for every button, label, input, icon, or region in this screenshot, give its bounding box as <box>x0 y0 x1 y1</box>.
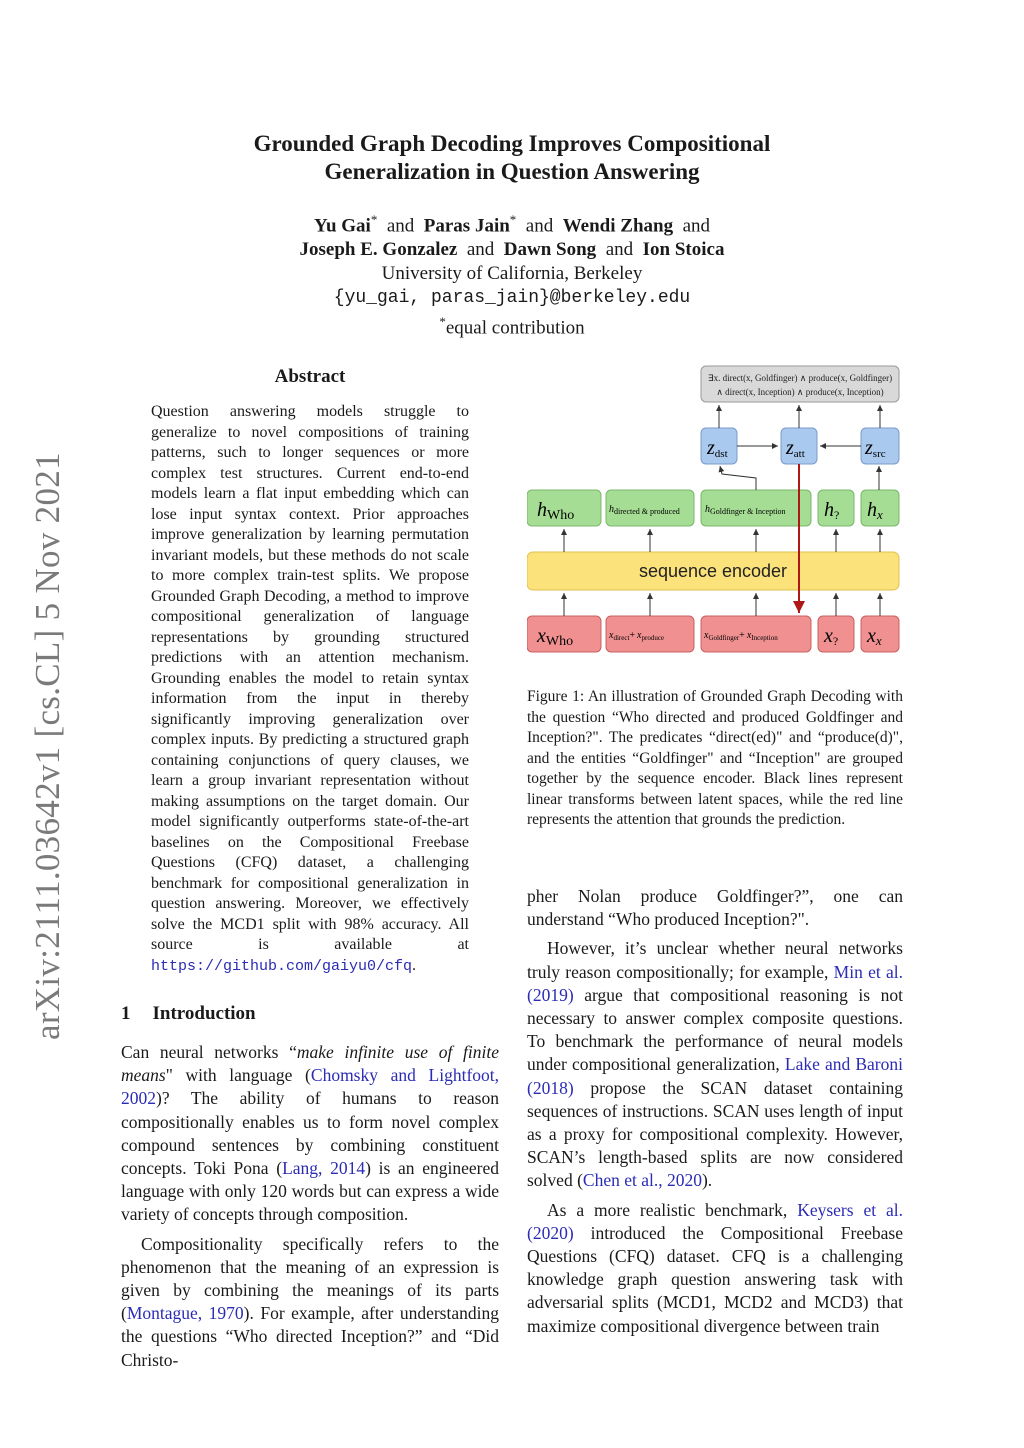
citation-link[interactable]: Lake and Baroni (2018) <box>527 1054 903 1098</box>
affiliation: University of California, Berkeley <box>381 263 643 285</box>
abstract-end: . <box>412 956 417 974</box>
title-block <box>0 130 1024 341</box>
section-number: 1 <box>121 1003 131 1024</box>
right-column <box>527 362 903 831</box>
abstract-text: Question answering models struggle to generalize to novel compositions of training patterns, such to longer sequences or more complex test structures. Current end-to-end models learn a flat input embedding which can lose input syntax context. Prior approaches improve generalization by learning permutation invariant models, but these methods do not scale to more complex train-test splits. We propose Grounded Graph Decoding, a method to improve compositional generalization of language representations by grounding structured predictions with an attention mechanism. Grounding enables the model to retain syntax information from the input in thereby significantly improving generalization over complex inputs. By predicting a structured graph containing conjunctions of query clauses, we learn a group invariant representation without making assumptions on the target domain. Our model significantly outperforms state-of-the-art baselines on the Compositional Freebase Questions (CFQ) dataset, a challenging benchmark for compositional generalization in question answering. Moreover, we effectively solve the MCD1 split with 98% accuracy. All source is available at <box>151 403 469 953</box>
author-line-1 <box>0 208 1024 238</box>
and-word: and <box>605 239 634 261</box>
text-run: " with language ( <box>165 1065 311 1086</box>
logical-form-line-1: ∃x. direct(x, Goldfinger) ∧ produce(x, Goldfinger) <box>707 373 893 383</box>
h-directed-produced-label: $h_{directed \& produced}$ <box>609 504 680 516</box>
z-src-label: zsrc <box>865 437 886 460</box>
section-heading <box>121 1003 499 1025</box>
citation-link[interactable]: Montague, 1970 <box>126 1303 244 1324</box>
h-goldfinger-inception-label: $h_{Goldfinger \& Inception}$ <box>705 504 786 516</box>
x-direct-produce-label: $x_{direct}+ x_{produce}$ <box>609 630 665 642</box>
figure-caption: Figure 1: An illustration of Grounded Graph Decoding with the question “Who directed and produced Goldfinger and Inception?". The predicates “direct(ed)" and “produce(d)", and the entities “Goldfinger" and “Inception" are grouped together by the sequence encoder. Black lines represent linear transforms between latent spaces, while the red line represents the attention that grounds the prediction. <box>527 688 903 828</box>
intro-paragraph-1 <box>121 1041 499 1227</box>
z-dst-label: zdst <box>707 437 728 460</box>
text-run: However, it’s unclear whether neural networks truly reason compositionally; for example, <box>527 938 903 982</box>
text-run: introduced the Compositional Freebase Questions (CFQ) dataset. CFQ is a challenging knowledge graph question answering task with adversarial splits (MCD1, MCD2 and MCD3) that maximize compositional divergence between train <box>527 1222 903 1336</box>
citation-link[interactable]: Chomsky and Lightfoot, 2002 <box>121 1065 500 1109</box>
source-code-link[interactable]: https://github.com/gaiyu0/cfq <box>151 957 413 975</box>
abstract-heading: Abstract <box>274 366 346 387</box>
equal-contribution-mark: * <box>439 314 446 330</box>
author-line-2 <box>0 238 1024 262</box>
and-word: and <box>682 215 711 237</box>
and-word: and <box>466 239 495 261</box>
equal-contribution-mark: * <box>370 212 378 227</box>
author-email: {yu_gai, paras_jain}@berkeley.edu <box>333 288 691 309</box>
intro-paragraph-2 <box>121 1233 499 1372</box>
section-title: Introduction <box>152 1003 256 1024</box>
text-run: propose the SCAN dataset containing sequences of instructions. SCAN uses length of input as a proxy for compositional complexity. However, SCAN’s length-based splits are now considered solved ( <box>527 1077 903 1191</box>
x-question-label: x? <box>824 625 839 648</box>
intro-paragraph-4 <box>527 1199 903 1338</box>
equal-contribution-note <box>0 310 1024 340</box>
paper-title <box>0 130 1024 186</box>
abstract-body <box>121 402 499 977</box>
x-x-label: xx <box>867 625 882 648</box>
h-x-label: hx <box>867 499 883 522</box>
quote-italic: make infinite use of finite means <box>121 1042 499 1086</box>
h-who-label: hWho <box>537 499 575 523</box>
author-name: Ion Stoica <box>642 239 725 261</box>
z-att-label: zatt <box>786 437 805 460</box>
author-name: Dawn Song <box>503 239 597 261</box>
title-line-1: Grounded Graph Decoding Improves Compositional <box>253 131 771 156</box>
text-run: )? The ability of humans to reason compositionally enables us to form novel complex compound sentences by combining constituent concepts. Toki Pona ( <box>121 1088 499 1179</box>
text-run: ). For example, after understanding the questions “Who directed Inception?” and “Did Christo- <box>121 1303 499 1370</box>
equal-contribution-text: equal contribution <box>445 317 585 339</box>
citation-link[interactable]: Keysers et al. (2020) <box>527 1199 903 1243</box>
h-question-label: h? <box>824 499 840 522</box>
equal-contribution-mark: * <box>509 212 517 227</box>
author-list <box>0 208 1024 341</box>
figure-1-diagram <box>527 362 903 662</box>
right-column-text <box>527 885 903 1338</box>
citation-link[interactable]: Min et al. (2019) <box>527 961 903 1005</box>
x-goldfinger-inception-label: $x_{Goldfinger}+ x_{Inception}$ <box>704 630 778 642</box>
text-run: As a more realistic benchmark, <box>547 1199 798 1220</box>
x-who-label: xWho <box>537 625 574 649</box>
and-word: and <box>525 215 554 237</box>
left-column <box>121 366 499 1372</box>
title-line-2: Generalization in Question Answering <box>324 159 700 184</box>
arrow-h-to-zdst <box>720 466 756 490</box>
intro-paragraph-3 <box>527 937 903 1192</box>
text-run: Compositionality specifically refers to the phenomenon that the meaning of an expression is given by combining the meanings of its parts ( <box>121 1233 499 1324</box>
sequence-encoder-label: sequence encoder <box>638 561 788 581</box>
text-run: argue that compositional reasoning is not necessary to answer complex composite questions. To benchmark the performance of neural models under compositional generalization, <box>527 984 903 1075</box>
author-name: Yu Gai <box>313 215 371 237</box>
text-run: ) is an engineered language with only 120 words but can express a wide variety of concepts through composition. <box>121 1158 499 1225</box>
logical-form-line-2: ∧ direct(x, Inception) ∧ produce(x, Inception) <box>716 387 884 397</box>
text-run: ). <box>701 1170 713 1191</box>
citation-link[interactable]: Chen et al., 2020 <box>582 1170 702 1191</box>
author-name: Paras Jain <box>423 215 510 237</box>
citation-link[interactable]: Lang, 2014 <box>282 1158 366 1179</box>
author-name: Wendi Zhang <box>562 215 674 237</box>
arxiv-identifier: arXiv:2111.03642v1 [cs.CL] 5 Nov 2021 <box>28 452 67 1040</box>
intro-paragraph-2-continued: pher Nolan produce Goldfinger?”, one can understand “Who produced Inception?". <box>527 886 903 930</box>
and-word: and <box>386 215 415 237</box>
text-run: Can neural networks “ <box>121 1042 297 1062</box>
author-name: Joseph E. Gonzalez <box>299 239 458 261</box>
